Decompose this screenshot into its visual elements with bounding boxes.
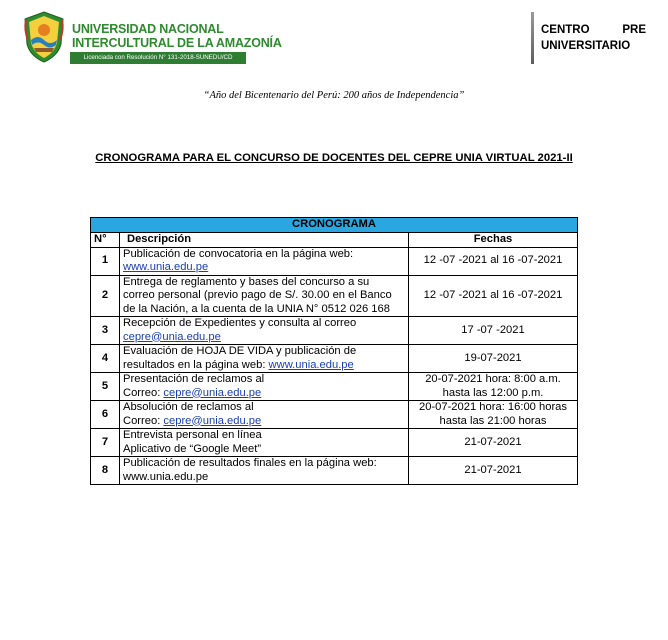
table-row (91, 345, 578, 373)
description-line: Recepción de Expedientes y consulta al correo (123, 317, 357, 329)
row-number: 1 (91, 247, 120, 275)
website-link[interactable]: www.unia.edu.pe (268, 358, 354, 371)
row-number: 3 (91, 317, 120, 345)
centro-preuniversitario-label (541, 22, 646, 54)
row-number: 6 (91, 401, 120, 429)
row-description (120, 373, 409, 401)
description-line: www.unia.edu.pe (123, 470, 209, 483)
row-number: 5 (91, 373, 120, 401)
university-name-line1: UNIVERSIDAD NACIONAL (72, 22, 224, 36)
row-dates: 12 -07 -2021 al 16 -07-2021 (409, 247, 578, 275)
table-row (91, 429, 578, 457)
description-line: Evaluación de HOJA DE VIDA y publicación de (123, 345, 357, 357)
row-description (120, 317, 409, 345)
table-row (91, 275, 578, 317)
schedule-table (90, 217, 578, 485)
row-description (120, 429, 409, 457)
license-banner: Licenciada con Resolución N° 131-2018-SUNEDU/CD (70, 52, 246, 64)
cpu-divider (531, 12, 534, 64)
col-header-number: N° (91, 232, 120, 247)
description-line: Presentación de reclamos al (123, 373, 265, 385)
cpu-word-pre: PRE (622, 24, 646, 36)
row-description (120, 457, 409, 485)
col-header-description: Descripción (120, 232, 409, 247)
university-name (72, 22, 282, 50)
description-text: Correo: (123, 386, 164, 399)
description-line: de la Nación, a la cuenta de la UNIA N° 0512 026 168 (123, 302, 390, 315)
description-line: Absolución de reclamos al (123, 401, 254, 413)
row-dates: 17 -07 -2021 (409, 317, 578, 345)
description-text: resultados en la página web: (123, 358, 269, 371)
description-line (123, 359, 405, 373)
row-description (120, 247, 409, 275)
row-dates (409, 401, 578, 429)
dates-line: hasta las 12:00 p.m. (442, 386, 544, 399)
row-description (120, 345, 409, 373)
email-link[interactable]: cepre@unia.edu.pe (123, 330, 221, 343)
row-description (120, 401, 409, 429)
table-row (91, 373, 578, 401)
row-dates: 21-07-2021 (409, 429, 578, 457)
row-dates: 12 -07 -2021 al 16 -07-2021 (409, 275, 578, 317)
table-row (91, 401, 578, 429)
table-caption: CRONOGRAMA (91, 218, 578, 233)
col-header-dates: Fechas (409, 232, 578, 247)
description-line: Publicación de resultados finales en la página web: (123, 457, 377, 469)
description-line: Entrega de reglamento y bases del concurso a su (123, 275, 370, 288)
cpu-word-centro: CENTRO (541, 24, 590, 36)
row-number: 4 (91, 345, 120, 373)
university-logo (22, 10, 66, 64)
document-title: CRONOGRAMA PARA EL CONCURSO DE DOCENTES DEL CEPRE UNIA VIRTUAL 2021-II (95, 152, 573, 164)
description-line: Entrevista personal en línea (123, 429, 262, 441)
table-row (91, 247, 578, 275)
row-number: 7 (91, 429, 120, 457)
cpu-word-universitario: UNIVERSITARIO (541, 40, 631, 52)
university-seal-icon (22, 10, 66, 64)
website-link[interactable]: www.unia.edu.pe (123, 261, 209, 273)
dates-line: 20-07-2021 hora: 16:00 horas (418, 401, 568, 413)
row-number: 2 (91, 275, 120, 317)
university-name-line2: INTERCULTURAL DE LA AMAZONÍA (72, 36, 282, 50)
table-caption-row (91, 218, 578, 233)
motto: “Año del Bicentenario del Perú: 200 años de Independencia” (203, 90, 465, 101)
description-line: correo personal (previo pago de S/. 30.00 en el Banco (123, 289, 392, 301)
row-dates: 21-07-2021 (409, 457, 578, 485)
description-line (123, 387, 405, 401)
row-dates: 19-07-2021 (409, 345, 578, 373)
row-description (120, 275, 409, 317)
description-line: Publicación de convocatoria en la página web: (123, 247, 354, 260)
table-row (91, 317, 578, 345)
description-line: Aplicativo de “Google Meet” (123, 442, 262, 455)
dates-line: hasta las 21:00 horas (439, 414, 547, 427)
dates-line: 20-07-2021 hora: 8:00 a.m. (425, 373, 561, 385)
table-header-row (91, 232, 578, 247)
row-number: 8 (91, 457, 120, 485)
description-text: Correo: (123, 414, 164, 427)
row-dates (409, 373, 578, 401)
table-row (91, 457, 578, 485)
email-link[interactable]: cepre@unia.edu.pe (163, 414, 262, 427)
email-link[interactable]: cepre@unia.edu.pe (163, 386, 262, 399)
description-line (123, 415, 405, 429)
